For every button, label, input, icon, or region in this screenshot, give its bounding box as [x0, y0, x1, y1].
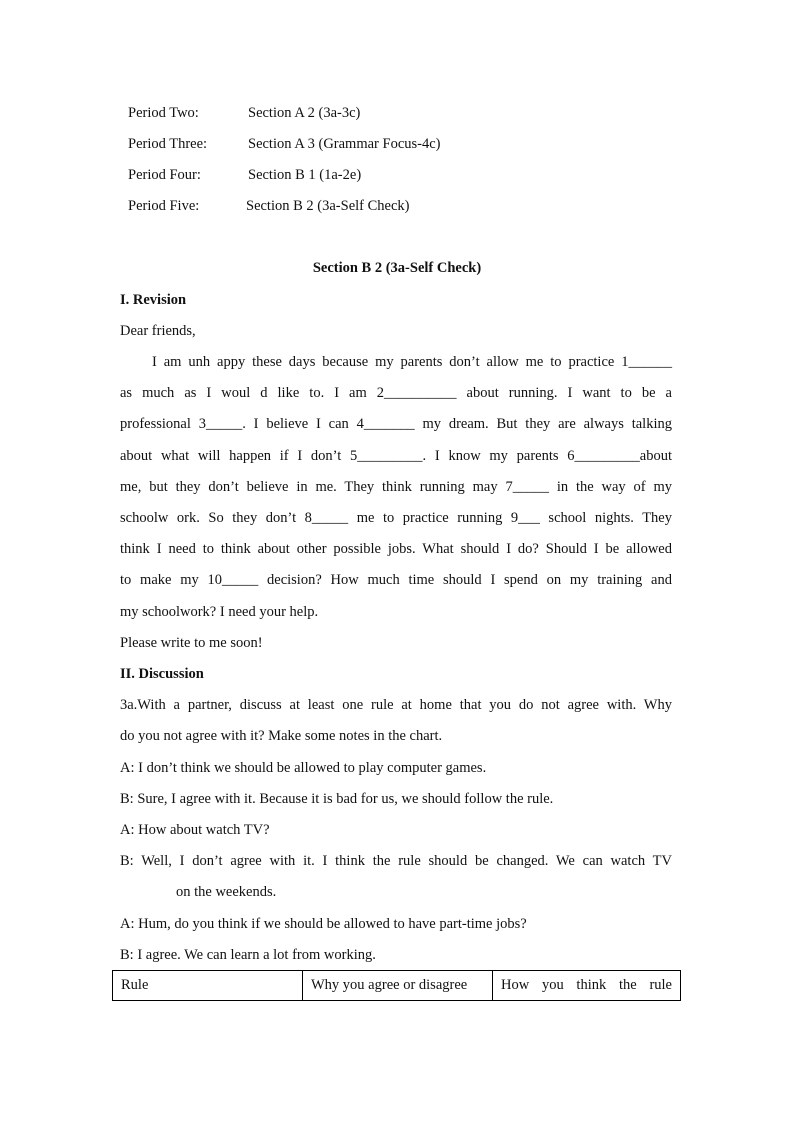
period-label: Period Two:	[128, 105, 199, 121]
letter-line: I am unh appy these days because my parents don’t allow me to practice 1______	[152, 354, 672, 370]
discussion-intro: 3a.With a partner, discuss at least one rule at home that you do not agree with. Why	[120, 697, 672, 713]
period-value: Section A 3 (Grammar Focus-4c)	[248, 136, 441, 152]
dialogue-line: B: Sure, I agree with it. Because it is bad for us, we should follow the rule.	[120, 791, 554, 807]
dialogue-line: B: I agree. We can learn a lot from working.	[120, 947, 376, 963]
period-label: Period Four:	[128, 167, 201, 183]
revision-heading: I. Revision	[120, 292, 187, 308]
table-header-row	[113, 971, 681, 1001]
letter-line: schoolw ork. So they don’t 8_____ me to practice running 9___ school nights. They	[120, 510, 672, 526]
letter-greeting: Dear friends,	[120, 323, 196, 339]
discussion-heading: II. Discussion	[120, 666, 204, 682]
dialogue-line: B: Well, I don’t agree with it. I think the rule should be changed. We can watch TV	[120, 853, 672, 869]
letter-line: professional 3_____. I believe I can 4_______ my dream. But they are always talking	[120, 416, 672, 432]
table-header-cell: Why you agree or disagree	[303, 971, 493, 1001]
period-label: Period Three:	[128, 136, 208, 152]
section-title: Section B 2 (3a-Self Check)	[312, 260, 482, 276]
dialogue-line: A: I don’t think we should be allowed to play computer games.	[120, 760, 487, 776]
dialogue-line: on the weekends.	[176, 884, 277, 900]
discussion-intro: do you not agree with it? Make some notes in the chart.	[120, 728, 443, 744]
letter-line: my schoolwork? I need your help.	[120, 604, 319, 620]
period-value: Section A 2 (3a-3c)	[248, 105, 361, 121]
period-label: Period Five:	[128, 198, 200, 214]
letter-line: to make my 10_____ decision? How much time should I spend on my training and	[120, 572, 672, 588]
period-value: Section B 2 (3a-Self Check)	[246, 198, 410, 214]
notes-chart	[112, 970, 681, 1001]
letter-closing: Please write to me soon!	[120, 635, 263, 651]
letter-line: about what will happen if I don’t 5_________. I know my parents 6_________about	[120, 448, 672, 464]
dialogue-line: A: Hum, do you think if we should be allowed to have part-time jobs?	[120, 916, 527, 932]
table-header-cell: Rule	[113, 971, 303, 1001]
letter-line: think I need to think about other possible jobs. What should I do? Should I be allowed	[120, 541, 672, 557]
dialogue-line: A: How about watch TV?	[120, 822, 270, 838]
table-header-cell: How you think the rule	[493, 971, 681, 1001]
letter-line: as much as I woul d like to. I am 2__________ about running. I want to be a	[120, 385, 672, 401]
letter-line: me, but they don’t believe in me. They think running may 7_____ in the way of my	[120, 479, 672, 495]
period-value: Section B 1 (1a-2e)	[248, 167, 362, 183]
